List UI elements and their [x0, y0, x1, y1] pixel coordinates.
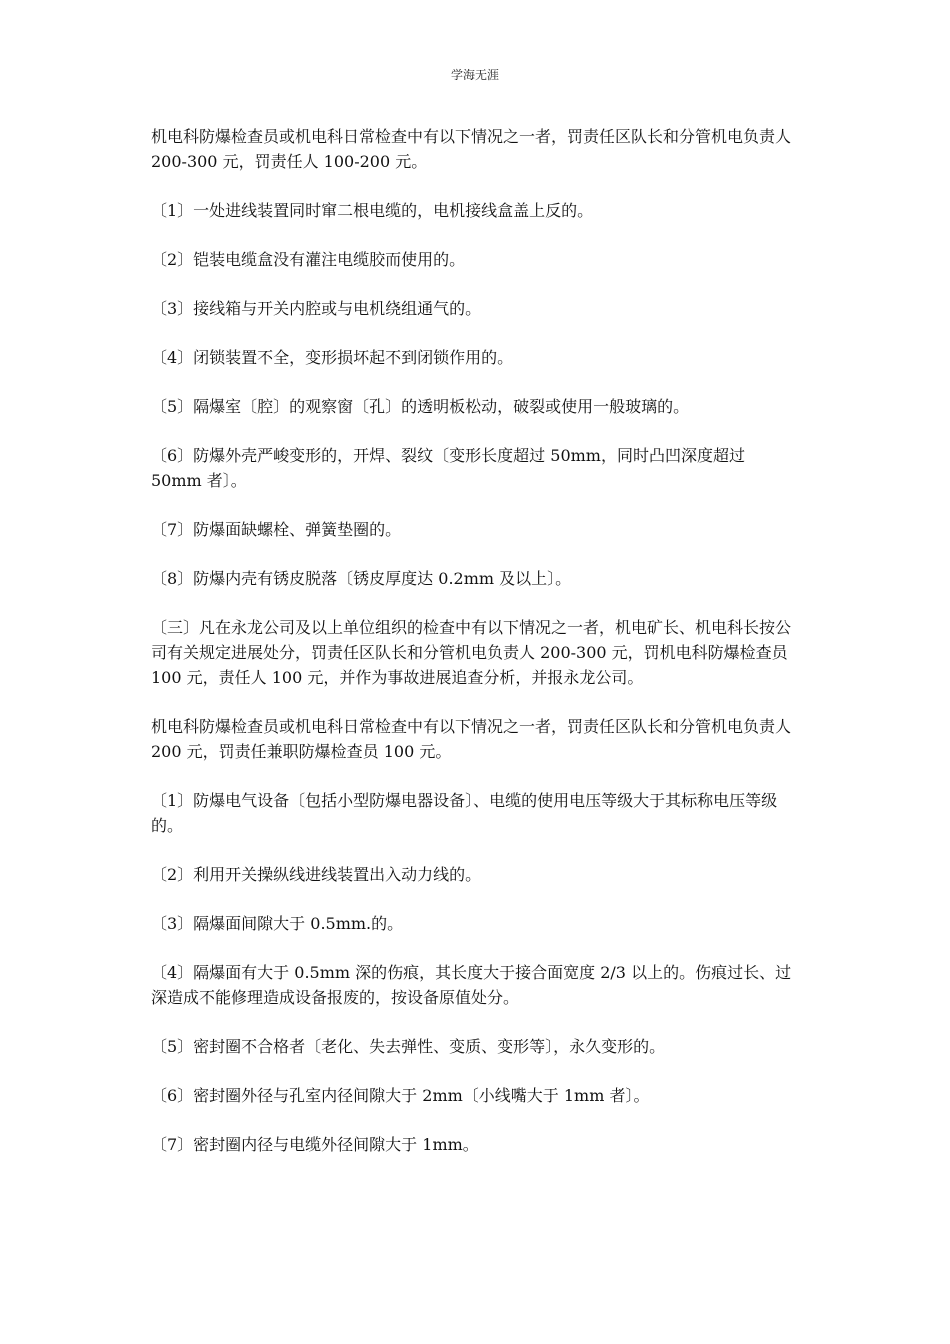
paragraph-second-intro: 机电科防爆检查员或机电科日常检查中有以下情况之一者，罚责任区队长和分管机电负责人 200 元，罚责任兼职防爆检查员 100 元。	[151, 717, 792, 761]
list-item-7: 〔7〕防爆面缺螺栓、弹簧垫圈的。	[151, 520, 402, 539]
list-item-7b: 〔7〕密封圈内径与电缆外径间隙大于 1mm。	[151, 1135, 479, 1154]
list-item-4: 〔4〕闭锁装置不全，变形损坏起不到闭锁作用的。	[151, 348, 514, 367]
list-item-1: 〔1〕一处进线装置同时窜二根电缆的，电机接线盒盖上反的。	[151, 201, 594, 220]
list-item-3: 〔3〕接线箱与开关内腔或与电机绕组通气的。	[151, 299, 482, 318]
list-item-2b: 〔2〕利用开关操纵线进线装置出入动力线的。	[151, 865, 482, 884]
list-item-5b: 〔5〕密封圈不合格者〔老化、失去弹性、变质、变形等〕，永久变形的。	[151, 1037, 666, 1056]
document-body	[151, 124, 795, 1181]
section-three-paragraph: 〔三〕凡在永龙公司及以上单位组织的检查中有以下情况之一者，机电矿长、机电科长按公司有关规定进展处分，罚责任区队长和分管机电负责人 200-300 元，罚机电科防爆检查员 100 元，责任人 100 元，并作为事故进展追查分析，并报永龙公司。	[151, 618, 792, 687]
paragraph-intro: 机电科防爆检查员或机电科日常检查中有以下情况之一者，罚责任区队长和分管机电负责人 200-300 元，罚责任人 100-200 元。	[151, 127, 792, 171]
list-item-1b: 〔1〕防爆电气设备〔包括小型防爆电器设备〕、电缆的使用电压等级大于其标称电压等级的。	[151, 791, 778, 835]
list-item-4b: 〔4〕隔爆面有大于 0.5mm 深的伤痕，其长度大于接合面宽度 2/3 以上的。伤痕过长、过深造成不能修理造成设备报废的，按设备原值处分。	[151, 963, 792, 1007]
list-item-3b: 〔3〕隔爆面间隙大于 0.5mm.的。	[151, 914, 404, 933]
list-item-2: 〔2〕铠装电缆盒没有灌注电缆胶而使用的。	[151, 250, 466, 269]
list-item-5: 〔5〕隔爆室〔腔〕的观察窗〔孔〕的透明板松动，破裂或使用一般玻璃的。	[151, 397, 690, 416]
list-item-6b: 〔6〕密封圈外径与孔室内径间隙大于 2mm〔小线嘴大于 1mm 者〕。	[151, 1086, 650, 1105]
page-header: 学海无涯	[450, 68, 499, 82]
list-item-8: 〔8〕防爆内壳有锈皮脱落〔锈皮厚度达 0.2mm 及以上〕。	[151, 569, 572, 588]
list-item-6: 〔6〕防爆外壳严峻变形的，开焊、裂纹〔变形长度超过 50mm，同时凸凹深度超过 50mm 者〕。	[151, 446, 745, 490]
